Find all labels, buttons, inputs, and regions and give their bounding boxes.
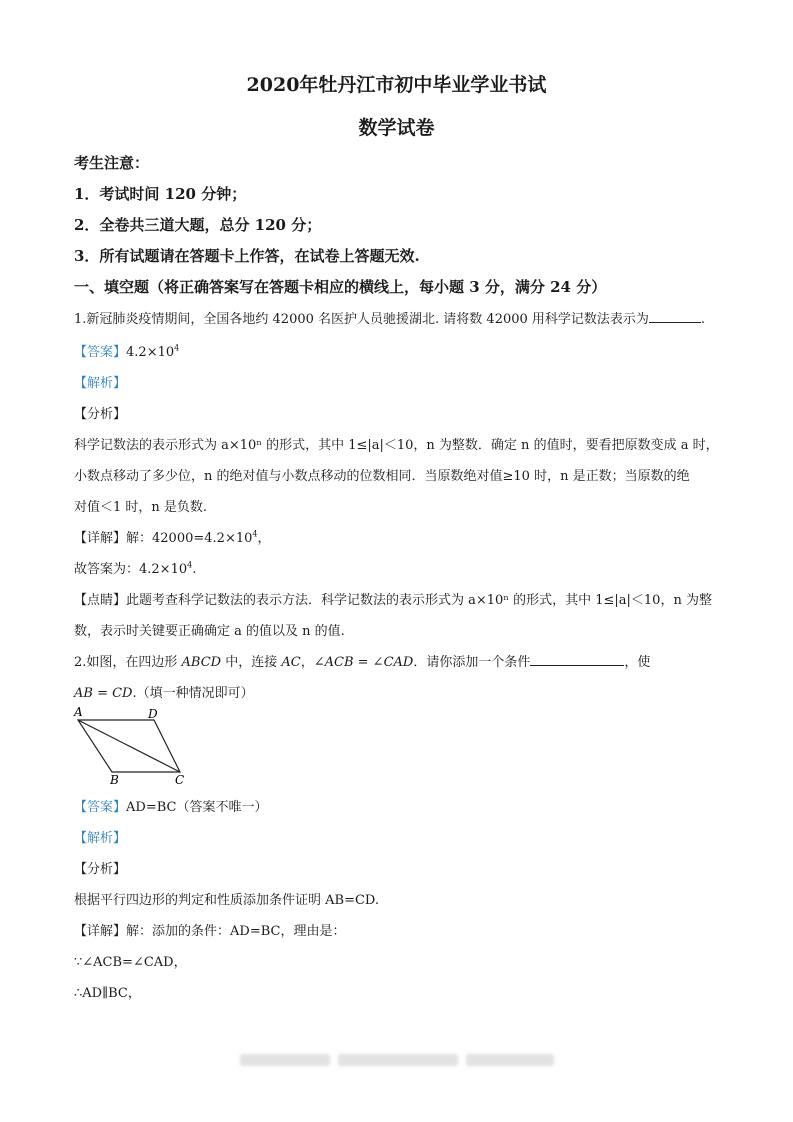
q2-stem: 2.如图，在四边形 ABCD 中，连接 AC，∠ACB = ∠CAD．请你添加一个条件 ，使 [74,655,651,670]
q1-comment-line-2: 数，表示时关键要正确确定 a 的值以及 n 的值. [74,624,345,639]
answer-tag: 【答案】 [74,800,127,815]
q1-answer-blank [649,310,701,323]
q2-answer-blank [530,653,624,666]
q2-jiexi-tag: 【解析】 [74,831,127,846]
q1-comment-line-1: 【点睛】此题考查科学记数法的表示方法．科学记数法的表示形式为 a×10ⁿ 的形式，其中 1≤|a|＜10，n 为整 [74,593,712,608]
notice-item-3: 3．所有试题请在答题卡上作答，在试卷上答题无效. [74,247,420,265]
q2-goal: AB = CD.（填一种情况即可） [74,686,254,701]
q2-fenxi-tag: 【分析】 [74,862,127,877]
notice-item-1: 1．考试时间 120 分钟； [74,185,247,203]
q1-answer: 【答案】$4.2\times 10^4$ [74,343,180,360]
figure-label-a: A [74,706,83,719]
q2-detail: 【详解】解：添加的条件：AD=BC，理由是： [74,924,346,939]
q2-step-2: ∴AD∥BC， [74,986,141,1001]
q1-stem: 1.新冠肺炎疫情期间，全国各地约 42000 名医护人员驰援湖北. 请将数 42000 用科学记数法表示为 . [74,312,706,327]
q1-detail: 【详解】解：$42000=4.2\times 10^4$， [74,529,271,546]
footer-watermark-center [338,1054,458,1066]
footer-watermark-right [466,1054,554,1066]
q1-fenxi-tag: 【分析】 [74,407,127,422]
q2-analysis: 根据平行四边形的判定和性质添加条件证明 AB=CD. [74,893,380,908]
q1-analysis-line-1: 科学记数法的表示形式为 a×10ⁿ 的形式，其中 1≤|a|＜10，n 为整数．确定 n 的值时，要看把原数变成 a 时， [74,438,719,453]
quadrilateral-figure [72,706,190,786]
page-title: 2020年牡丹江市初中毕业学业书试 [246,74,547,96]
notice-item-2: 2．全卷共三道大题，总分 120 分； [74,216,322,234]
q1-analysis-line-3: 对值＜1 时，n 是负数. [74,500,208,515]
q1-final-answer: 故答案为：$4.2\times 10^4$. [74,560,197,577]
section-heading: 一、填空题（将正确答案写在答题卡相应的横线上，每小题 3 分，满分 24 分） [74,278,607,296]
q2-answer: 【答案】AD=BC（答案不唯一） [74,800,268,815]
figure-label-c: C [175,773,185,786]
answer-tag: 【答案】 [74,345,127,360]
figure-label-b: B [110,773,119,786]
q1-analysis-line-2: 小数点移动了多少位，n 的绝对值与小数点移动的位数相同．当原数绝对值≥10 时，n 是正数；当原数的绝 [74,469,690,484]
notice-heading: 考生注意： [74,154,150,172]
q2-step-1: ∵∠ACB=∠CAD， [74,955,187,970]
footer-watermark-left [240,1054,330,1066]
figure-label-d: D [148,707,158,721]
q1-jiexi-tag: 【解析】 [74,376,127,391]
page-subtitle: 数学试卷 [358,117,435,139]
